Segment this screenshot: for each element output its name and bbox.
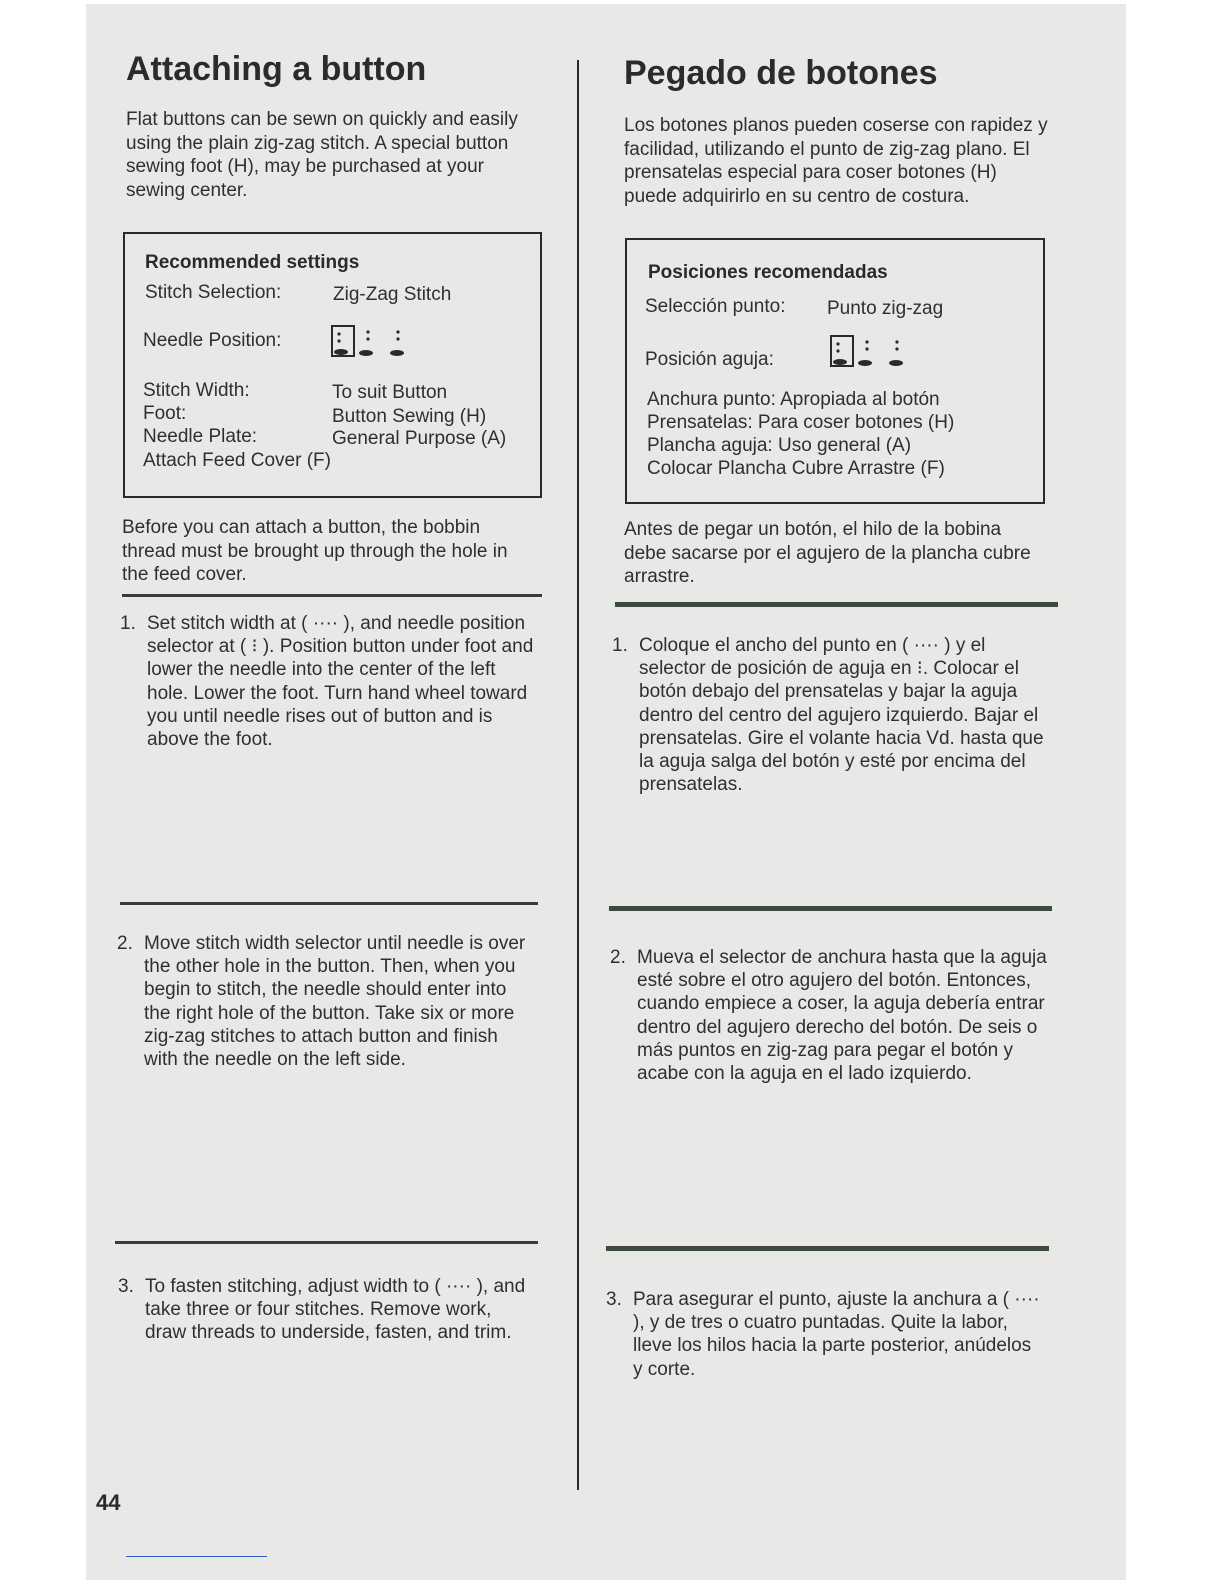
spanish-step-1 — [612, 634, 1052, 804]
foot-label: Foot: — [143, 403, 187, 424]
step-text: To fasten stitching, adjust width to ( ···· ), and take three or four stitches. Remove work, draw threads to underside, fasten, and trim. — [145, 1276, 526, 1344]
stitch-width-value: To suit Button — [332, 382, 448, 403]
english-intro: Flat buttons can be sewn on quickly and easily using the plain zig-zag stitch. A special button sewing foot (H), may be purchased at your sewing center. — [126, 109, 518, 201]
spanish-step-3 — [606, 1288, 1046, 1388]
step-text: Mueva el selector de anchura hasta que la aguja esté sobre el otro agujero del botón. Entonces, cuando empiece a coser, la aguja debería entrar dentro del agujero derecho del botón. De seis o más puntos en zig-zag para pegar el botón y acabe con la aguja en el lado izquierdo. — [637, 947, 1047, 1085]
plancha-cubre-arrastre: Colocar Plancha Cubre Arrastre (F) — [647, 458, 945, 479]
step-number: 3. — [118, 1276, 134, 1297]
english-step-1 — [120, 612, 540, 762]
step-text: Move stitch width selector until needle is over the other hole in the button. Then, when you begin to stitch, the needle should enter into the right hole of the button. Take six or more zig-zag stitches to attach button and finish with the needle on the left side. — [144, 933, 526, 1071]
plancha-aguja: Plancha aguja: Uso general (A) — [647, 435, 912, 456]
stitch-selection-label: Stitch Selection: — [145, 282, 282, 303]
spanish-intro: Los botones planos pueden coserse con rapidez y facilidad, utilizando el punto de zig-zag plano. El prensatelas especial para coser botones (H) puede adquirirlo en su centro de costura. — [624, 115, 1048, 207]
step-number: 1. — [612, 635, 628, 656]
english-settings-box — [123, 232, 542, 498]
bottom-link-line — [126, 1556, 267, 1557]
page-number: 44 — [96, 1490, 121, 1515]
english-before-text: Before you can attach a button, the bobbin thread must be brought up through the hole in the feed cover. — [122, 517, 508, 585]
stitch-selection-value: Zig-Zag Stitch — [333, 284, 452, 305]
step-text: Set stitch width at ( ···· ), and needle position selector at ( ⁝ ). Position button under foot and lower the needle into the center of the left hole. Lower the foot. Turn hand wheel toward you until needle rises out of button and is above the foot. — [147, 613, 534, 751]
spanish-step-2 — [610, 946, 1055, 1106]
spanish-rule-1 — [615, 602, 1058, 607]
needle-position-label: Needle Position: — [143, 330, 282, 351]
needle-position-icon — [330, 324, 410, 360]
english-rule-3 — [115, 1241, 538, 1244]
english-step-2 — [117, 932, 537, 1092]
needle-plate-value: General Purpose (A) — [332, 428, 507, 449]
english-title: Attaching a button — [126, 50, 427, 88]
step-text: Coloque el ancho del punto en ( ···· ) y el selector de posición de aguja en ⁝. Colocar el botón debajo del prensatelas y bajar la aguja dentro del centro del agujero izquierdo. Bajar el prensatelas. Gire el volante hacia Vd. hasta que la aguja salga del botón y esté por encima del prensatelas. — [639, 635, 1044, 796]
anchura-punto: Anchura punto: Apropiada al botón — [647, 389, 940, 410]
seleccion-punto-label: Selección punto: — [645, 296, 786, 317]
step-number: 1. — [120, 613, 136, 634]
english-rule-2 — [120, 902, 538, 905]
spanish-rule-2 — [609, 906, 1052, 911]
english-settings-heading: Recommended settings — [145, 252, 360, 273]
stitch-width-label: Stitch Width: — [143, 380, 250, 401]
step-number: 3. — [606, 1289, 622, 1310]
foot-value: Button Sewing (H) — [332, 406, 487, 427]
step-number: 2. — [117, 933, 133, 954]
step-number: 2. — [610, 947, 626, 968]
prensatelas: Prensatelas: Para coser botones (H) — [647, 412, 955, 433]
column-divider — [577, 60, 579, 1490]
spanish-settings-box — [625, 238, 1045, 504]
english-rule-1 — [122, 594, 542, 597]
feed-cover-instruction: Attach Feed Cover (F) — [143, 450, 331, 471]
spanish-before-text: Antes de pegar un botón, el hilo de la bobina debe sacarse por el agujero de la plancha cubre arrastre. — [624, 519, 1031, 587]
step-text: Para asegurar el punto, ajuste la anchura a ( ···· ), y de tres o cuatro puntadas. Quite la labor, lleve los hilos hacia la parte posterior, anúdelos y corte. — [633, 1289, 1040, 1380]
needle-plate-label: Needle Plate: — [143, 426, 258, 447]
posicion-aguja-label: Posición aguja: — [645, 349, 774, 370]
seleccion-punto-value: Punto zig-zag — [827, 298, 944, 319]
english-step-3 — [118, 1275, 538, 1375]
spanish-rule-3 — [606, 1246, 1049, 1251]
needle-position-icon — [829, 334, 909, 370]
spanish-title: Pegado de botones — [624, 54, 938, 92]
spanish-settings-heading: Posiciones recomendadas — [648, 262, 888, 283]
